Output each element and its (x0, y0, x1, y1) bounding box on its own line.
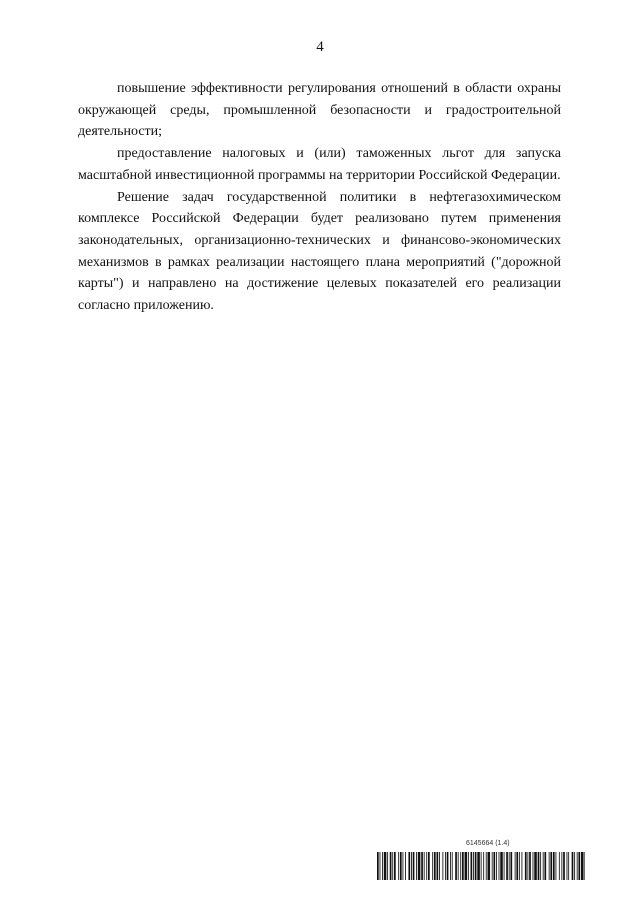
barcode (377, 852, 585, 880)
document-code: 6145664 (1.4) (466, 840, 510, 847)
paragraph-policy: Решение задач государственной политики в нефтегазохимическом комплексе Российской Федерации будет реализовано путем применения законодательных, организационно-технических и финансово-экономических механизмов в рамках реализации настоящего плана мероприятий ("дорожной карты") и направлено на достижение целевых показателей его реализации согласно приложению. (78, 189, 561, 314)
paragraph-regulation: повышение эффективности регулирования отношений в области охраны окружающей среды, промышленной безопасности и градостроительной деятельности; (78, 81, 561, 140)
document-body (78, 78, 561, 317)
page-number: 4 (316, 39, 324, 55)
paragraph-benefits: предоставление налоговых и (или) таможенных льгот для запуска масштабной инвестиционной программы на территории Российской Федерации. (78, 146, 561, 183)
